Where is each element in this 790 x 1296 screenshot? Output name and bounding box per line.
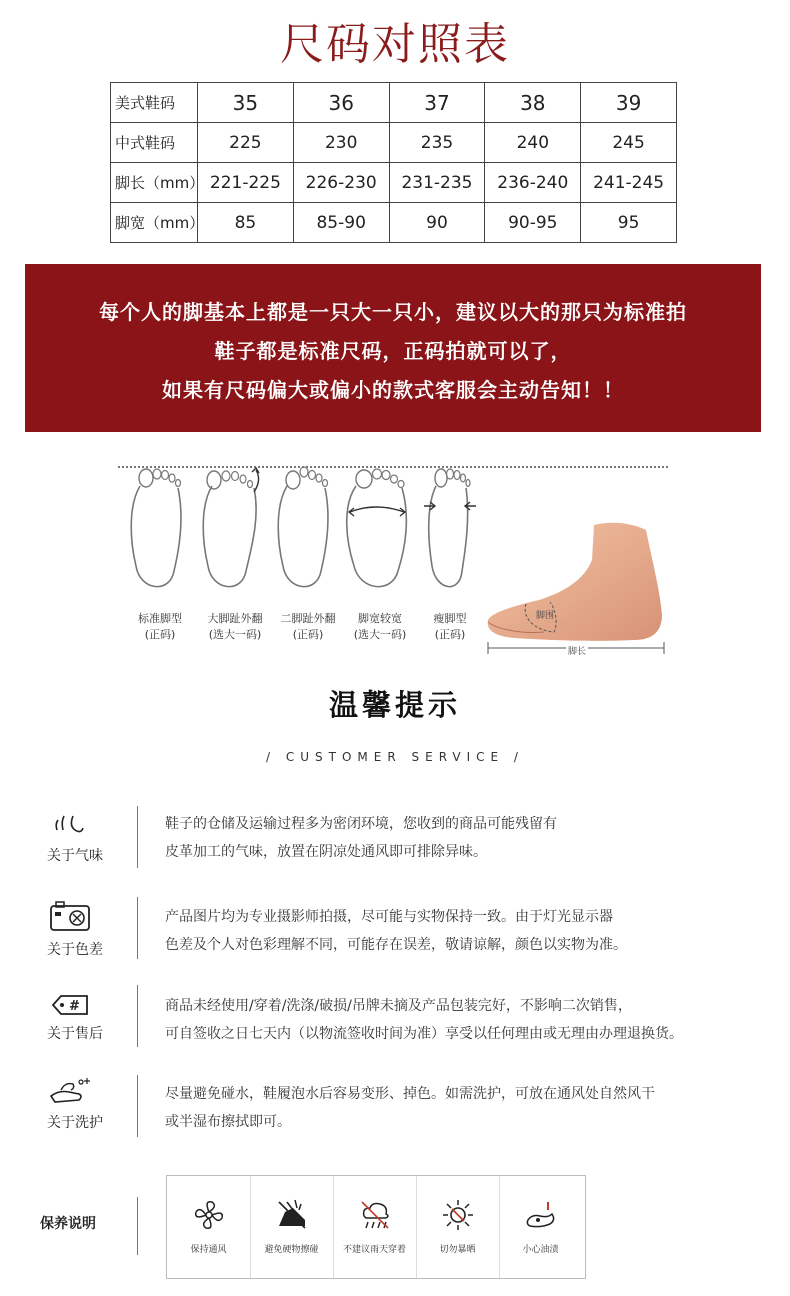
foot-outline-icon: [265, 466, 345, 601]
row-header: 脚宽（mm）: [111, 203, 198, 243]
foot-outline-icon: [190, 466, 270, 601]
row-header: 美式鞋码: [111, 83, 198, 123]
foot-outline-icon: [118, 466, 198, 601]
reminder-title: 温馨提示: [328, 688, 461, 722]
girth-label: 脚围: [536, 611, 555, 621]
notice-banner: [25, 264, 761, 432]
tag-icon: [45, 988, 95, 1022]
foot-outline-icon: [338, 466, 418, 601]
divider: [137, 1075, 138, 1137]
notice-line: 每个人的脚基本上都是一只大一只小，建议以大的那只为标准拍: [99, 300, 687, 324]
foot-type-note: (正码): [144, 628, 176, 641]
table-row: [111, 163, 677, 203]
table-cell: 37: [389, 83, 485, 123]
tip-line: 或半湿布擦拭即可。: [165, 1114, 291, 1130]
no-sun-icon: [441, 1198, 475, 1232]
table-cell: 90-95: [485, 203, 581, 243]
page-title: 尺码对照表: [280, 19, 510, 70]
care-item: [333, 1176, 417, 1278]
row-header: 中式鞋码: [111, 123, 198, 163]
foot-type-note: (正码): [292, 628, 324, 641]
tip-label: 关于气味: [47, 848, 103, 864]
table-row: [111, 123, 677, 163]
foot-type-name: 瘦脚型: [433, 612, 467, 625]
tip-text: [165, 1080, 765, 1136]
tip-text: [165, 903, 765, 959]
foot-type-name: 大脚趾外翻: [207, 612, 263, 625]
foot-type-name: 标准脚型: [138, 612, 182, 625]
table-cell: 36: [293, 83, 389, 123]
tip-line: 皮革加工的气味，放置在阴凉处通风即可排除异味。: [165, 844, 487, 860]
divider: [137, 897, 138, 959]
table-cell: 39: [581, 83, 677, 123]
table-cell: 230: [293, 123, 389, 163]
no-scratch-icon: [275, 1198, 309, 1232]
table-cell: 85-90: [293, 203, 389, 243]
foot-big-toe-valgus: [190, 466, 270, 601]
table-cell: 236-240: [485, 163, 581, 203]
foot-standard: [118, 466, 198, 601]
tip-line: 鞋子的仓储及运输过程多为密闭环境，您收到的商品可能残留有: [165, 816, 557, 832]
table-cell: 245: [581, 123, 677, 163]
customer-service-subtitle: / CUSTOMER SERVICE /: [266, 750, 524, 764]
foot-type-note: (正码): [434, 628, 466, 641]
tip-text: [165, 992, 765, 1048]
table-cell: 95: [581, 203, 677, 243]
care-item: [250, 1176, 334, 1278]
camera-icon: [45, 900, 95, 934]
table-cell: 225: [198, 123, 294, 163]
foot-type-note: (选大一码): [353, 628, 407, 641]
foot-second-toe-valgus: [265, 466, 345, 601]
fan-icon: [192, 1198, 226, 1232]
table-cell: 231-235: [389, 163, 485, 203]
tip-line: 商品未经使用/穿着/洗涤/破损/吊牌未摘及产品包装完好，不影响二次销售，: [165, 998, 632, 1014]
tip-label: 关于色差: [47, 942, 103, 958]
foot-outline-icon: [410, 466, 490, 601]
tip-line: 尽量避免碰水，鞋履泡水后容易变形、掉色。如需洗护，可放在通风处自然风干: [165, 1086, 655, 1102]
smell-icon: [45, 808, 95, 842]
table-row: [111, 83, 677, 123]
care-label: 保养说明: [40, 1216, 96, 1232]
table-cell: 221-225: [198, 163, 294, 203]
care-item-label: 不建议雨天穿着: [342, 1245, 406, 1255]
row-header: 脚长（mm）: [111, 163, 198, 203]
care-item: [416, 1176, 500, 1278]
table-cell: 35: [198, 83, 294, 123]
care-icons-box: [166, 1175, 586, 1279]
no-rain-icon: [358, 1198, 392, 1232]
notice-line: 鞋子都是标准尺码，正码拍就可以了，: [214, 339, 572, 363]
tip-label: 关于洗护: [47, 1115, 103, 1131]
tip-line: 可自签收之日七天内（以物流签收时间为准）享受以任何理由或无理由办理退换货。: [165, 1026, 683, 1042]
foot-type-name: 二脚趾外翻: [280, 612, 336, 625]
table-row: [111, 203, 677, 243]
table-cell: 235: [389, 123, 485, 163]
table-cell: 85: [198, 203, 294, 243]
length-label: 脚长: [566, 644, 588, 657]
table-cell: 241-245: [581, 163, 677, 203]
foot-type-name: 脚宽较宽: [358, 612, 402, 625]
side-foot-illustration: [484, 520, 670, 664]
care-item-label: 避免硬物擦碰: [264, 1245, 319, 1255]
svg-text:#: #: [69, 999, 80, 1014]
foot-wide: [338, 466, 418, 601]
divider: [137, 1197, 138, 1255]
care-item: [167, 1176, 251, 1278]
tip-text: [165, 810, 765, 866]
foot-type-note: (选大一码): [208, 628, 262, 641]
table-cell: 226-230: [293, 163, 389, 203]
side-foot-icon: [484, 520, 670, 660]
size-table: [110, 82, 677, 243]
divider: [137, 806, 138, 868]
oil-stain-icon: [524, 1198, 558, 1232]
table-cell: 240: [485, 123, 581, 163]
tip-line: 色差及个人对色彩理解不同，可能存在误差，敬请谅解，颜色以实物为准。: [165, 937, 627, 953]
care-item-label: 切勿暴晒: [439, 1245, 476, 1255]
divider: [137, 985, 138, 1047]
care-item-label: 小心油渍: [522, 1245, 559, 1255]
care-item: [499, 1176, 582, 1278]
care-item-label: 保持通风: [190, 1245, 227, 1255]
tip-line: 产品图片均为专业摄影师拍摄，尽可能与实物保持一致。由于灯光显示器: [165, 909, 613, 925]
washing-icon: [45, 1074, 95, 1108]
table-cell: 90: [389, 203, 485, 243]
foot-slim: [410, 466, 490, 601]
notice-line: 如果有尺码偏大或偏小的款式客服会主动告知！！: [162, 378, 624, 402]
tip-label: 关于售后: [47, 1026, 103, 1042]
table-cell: 38: [485, 83, 581, 123]
